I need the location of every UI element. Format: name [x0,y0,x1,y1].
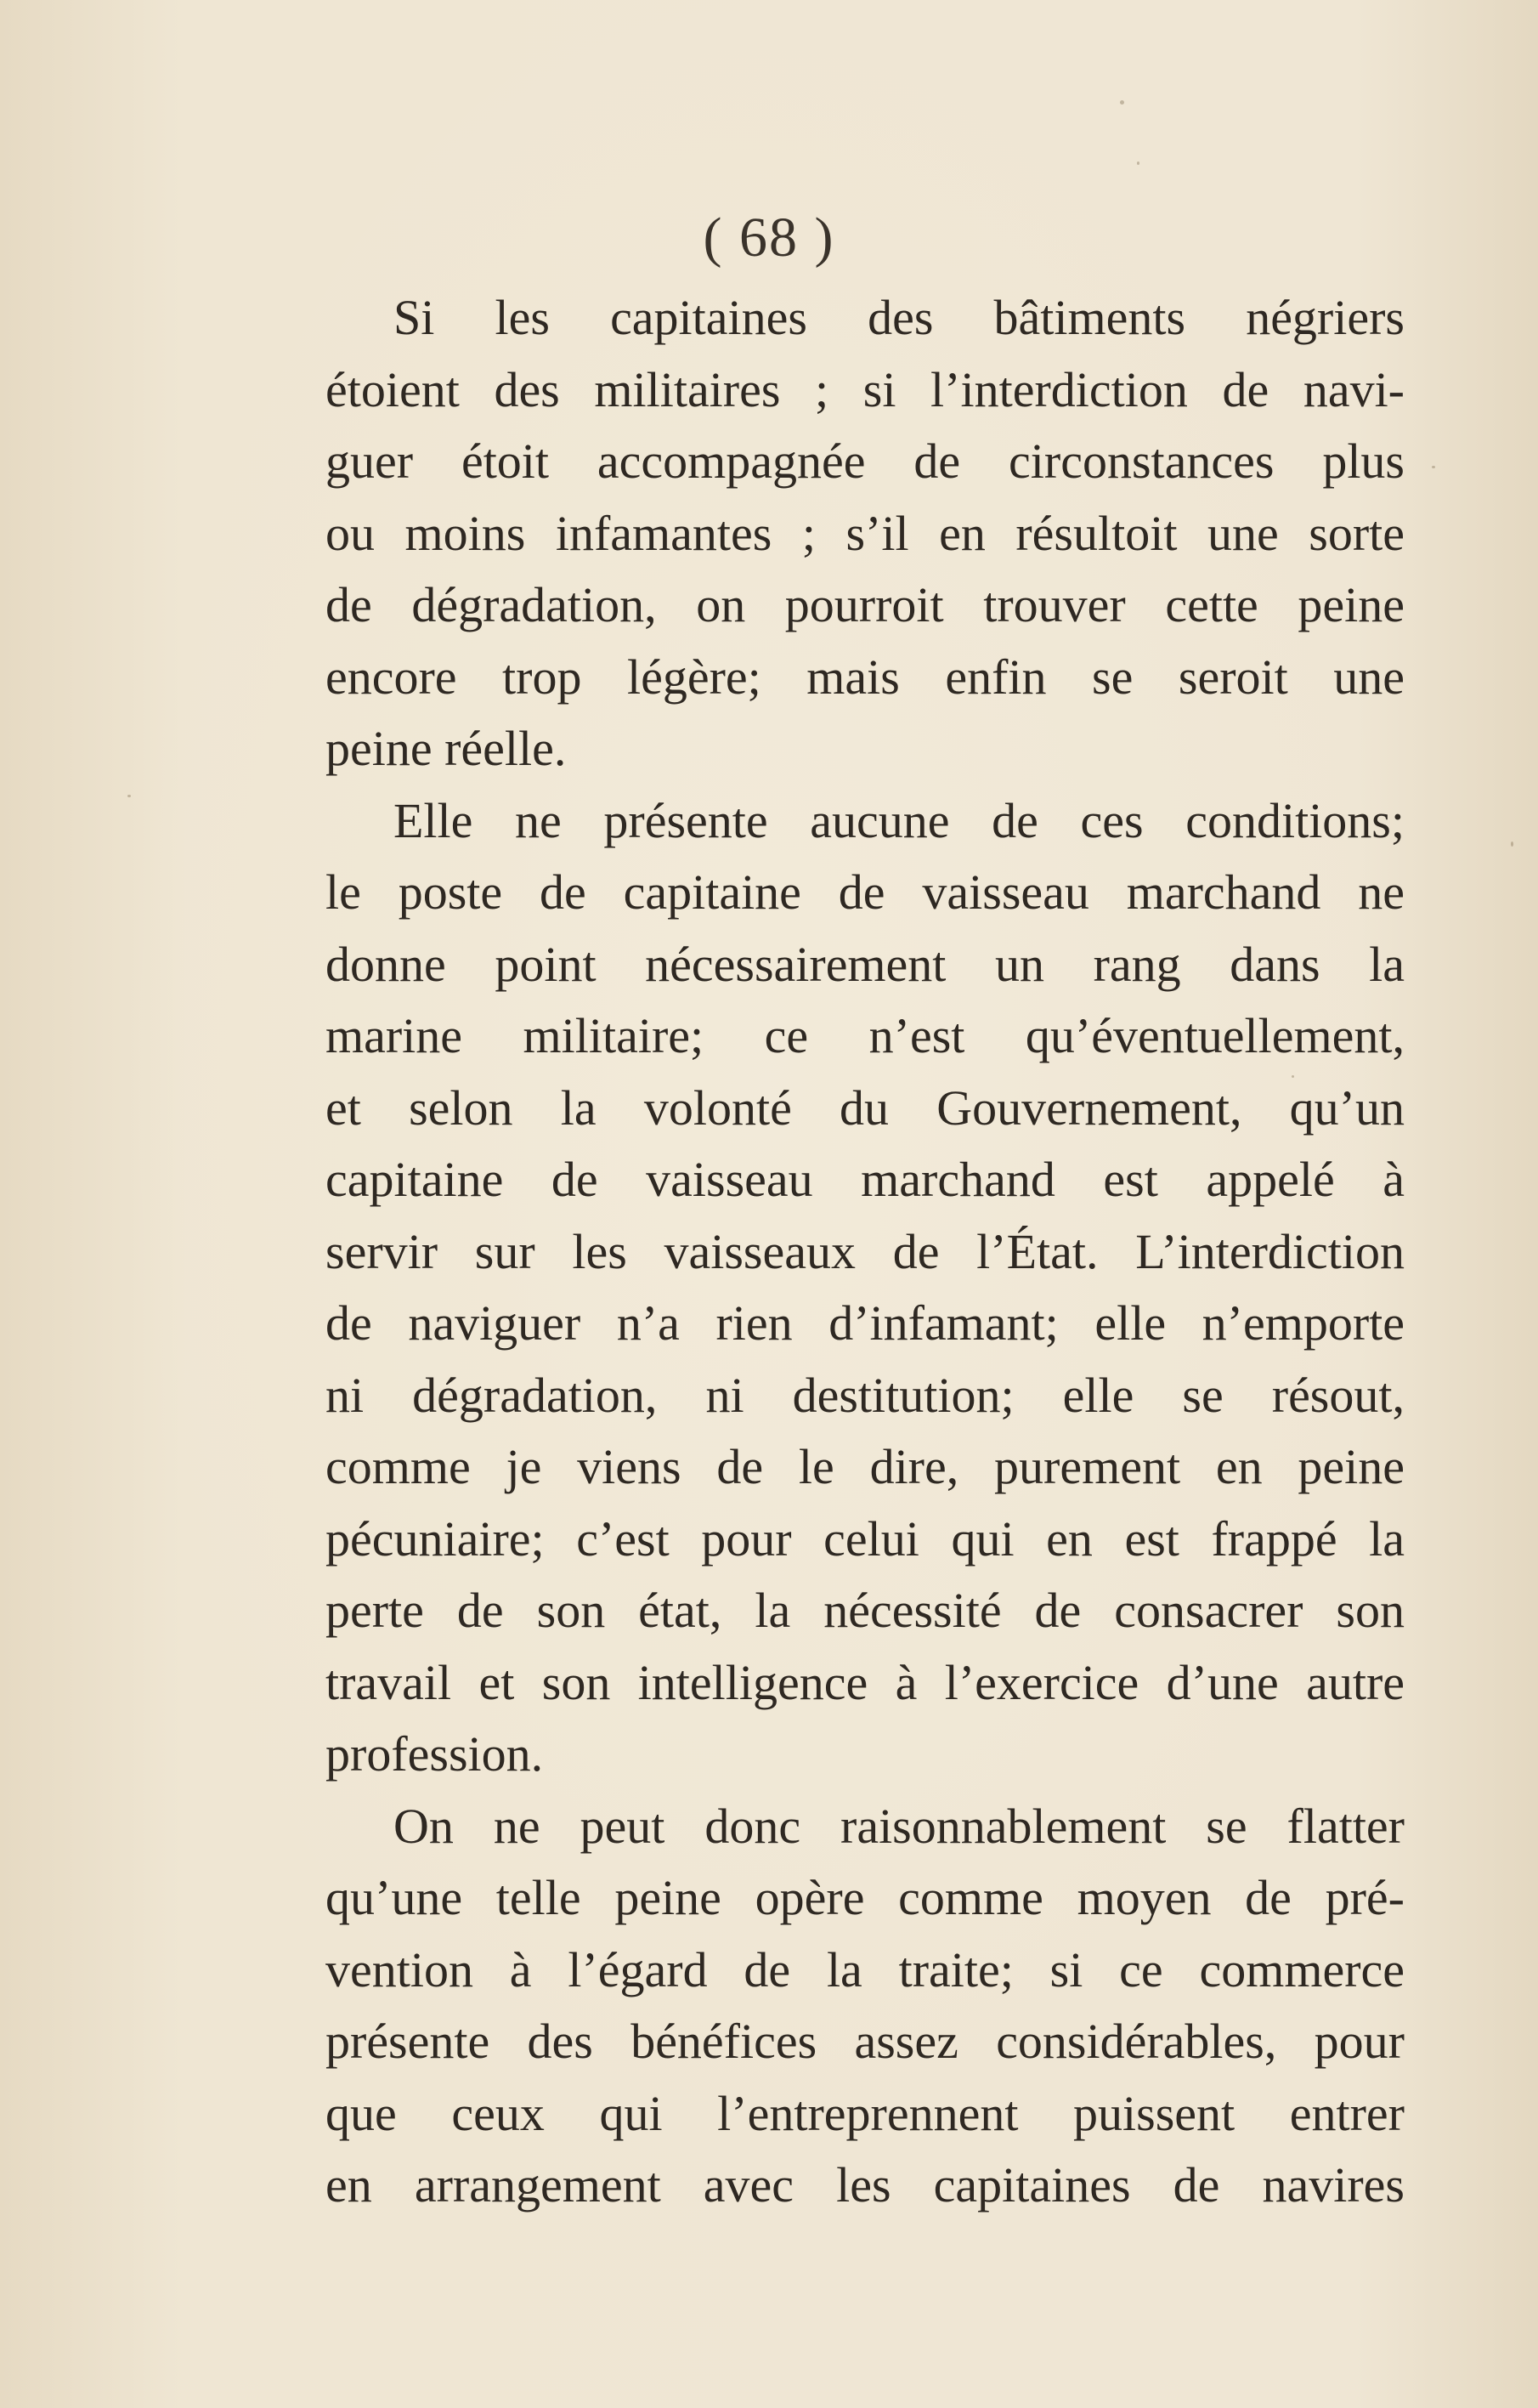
text-line: perte de son état, la nécessité de consacrer son [325,1583,1405,1638]
paper-speck [1120,100,1124,105]
text-line: servir sur les vaisseaux de l’État. L’interdiction [325,1223,1405,1279]
text-line: Si les capitaines des bâtiments négriers [393,290,1405,345]
text-line: de naviguer n’a rien d’infamant; elle n’emporte [325,1295,1405,1351]
text-line: comme je viens de le dire, purement en peine [325,1439,1405,1494]
text-line: le poste de capitaine de vaisseau marchand ne [325,864,1405,920]
page-number: ( 68 ) [703,207,835,269]
text-line: pécuniaire; c’est pour celui qui en est frappé la [325,1510,1405,1567]
text-line: présente des bénéfices assez considérables, pour [325,2014,1405,2069]
paragraph-1 [325,282,1405,785]
text-line: capitaine de vaisseau marchand est appelé à [325,1152,1405,1207]
text-line: en arrangement avec les capitaines de navires [325,2157,1405,2213]
text-line: Elle ne présente aucune de ces conditions; [393,792,1405,848]
text-line: ni dégradation, ni destitution; elle se résout, [325,1367,1405,1423]
paper-speck [1137,161,1139,165]
text-line: travail et son intelligence à l’exercice d’une autre [325,1654,1405,1710]
text-line: ou moins infamantes ; s’il en résultoit une sorte [325,505,1405,561]
text-line: que ceux qui l’entreprennent puissent entrer [325,2085,1405,2141]
text-line: donne point nécessairement un rang dans la [325,936,1405,992]
text-line: guer étoit accompagnée de circonstances plus [325,433,1405,489]
paper-speck [1432,466,1435,468]
text-line: On ne peut donc raisonnablement se flatter [393,1798,1405,1854]
paragraph-3 [325,1791,1405,2222]
text-line: profession. [325,1726,544,1782]
text-line: vention à l’égard de la traite; si ce commerce [325,1941,1405,1997]
body-text [325,282,1405,2222]
text-line: encore trop légère; mais enfin se seroit une [325,649,1405,705]
paper-speck [127,795,131,797]
text-line: peine réelle. [325,721,567,776]
text-line: et selon la volonté du Gouvernement, qu’un [325,1079,1405,1136]
text-line: marine militaire; ce n’est qu’éventuellement, [325,1008,1405,1063]
text-line: de dégradation, on pourroit trouver cette peine [325,577,1405,632]
text-line: qu’une telle peine opère comme moyen de pré- [325,1870,1405,1925]
paper-speck [1511,841,1513,847]
text-line: étoient des militaires ; si l’interdiction de navi- [325,361,1405,417]
paragraph-2 [325,785,1405,1791]
